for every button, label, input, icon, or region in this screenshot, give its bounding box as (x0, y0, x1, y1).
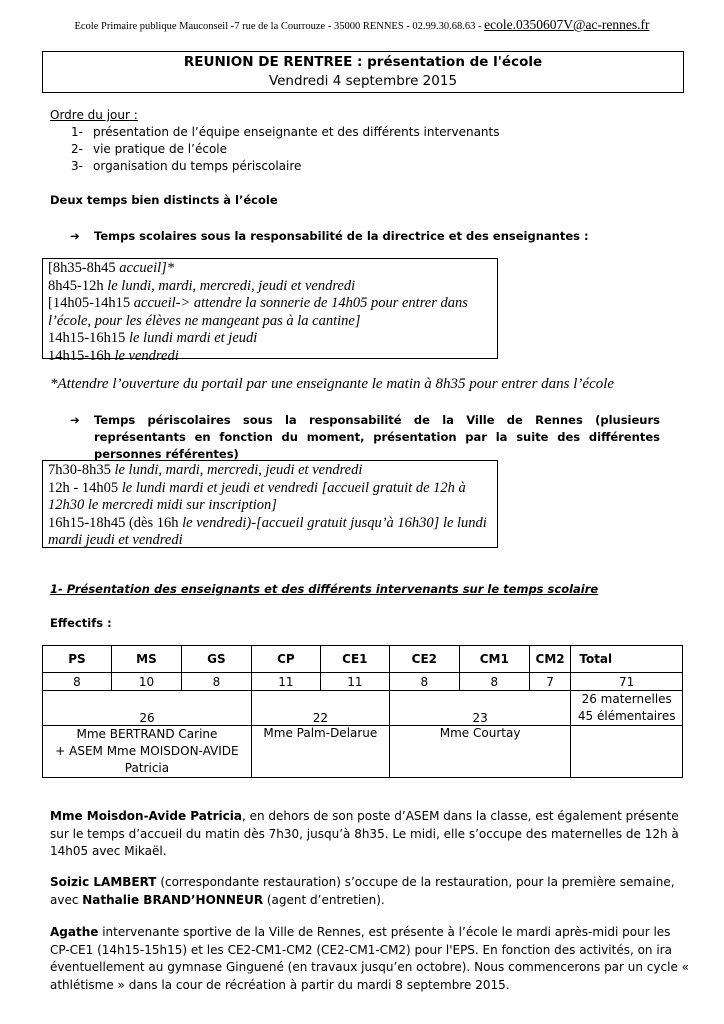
arrow-right-icon: ➔ (70, 413, 80, 427)
table-cell: 11 (320, 673, 389, 691)
table-cell: 8 (389, 673, 459, 691)
schedule-line: 16h15-18h45 (dès 16h le vendredi)-[accueil gratuit jusqu’à 16h30] le lundi mardi jeudi et vendredi (48, 514, 487, 548)
school-header (0, 17, 724, 33)
table-header-cell: GS (181, 646, 251, 673)
scolaire-note: *Attendre l’ouverture du portail par une enseignante le matin à 8h35 pour entrer dans l’école (50, 376, 615, 392)
effectifs-label: Effectifs : (50, 616, 112, 630)
table-cell: 8 (181, 673, 251, 691)
table-cell: 8 (43, 673, 112, 691)
table-cell: 11 (251, 673, 320, 691)
agenda-list (50, 124, 500, 175)
table-header-cell: CP (251, 646, 320, 673)
table-cell: 23 (389, 691, 571, 726)
table-cell: 71 (571, 673, 683, 691)
table-cell: 22 (251, 691, 389, 726)
paragraph-restauration: Soizic LAMBERT (correspondante restauration) s’occupe de la restauration, pour la première semaine, avec Nathalie BRAND’HONNEUR (agent d’entretien). (50, 875, 675, 907)
table-header-cell: CM1 (459, 646, 529, 673)
title-line2: Vendredi 4 septembre 2015 (268, 73, 458, 89)
school-address: Ecole Primaire publique Mauconseil -7 rue de la Courrouze - 35000 RENNES - 02.99.30.68.63 - (74, 21, 485, 32)
section1-heading: 1- Présentation des enseignants et des différents intervenants sur le temps scolaire (50, 582, 599, 596)
table-cell-total-split: 26 maternelles 45 élémentaires (571, 691, 683, 726)
agenda-heading: Ordre du jour : (50, 108, 138, 122)
table-header-cell: MS (111, 646, 181, 673)
agenda (50, 107, 500, 175)
scolaire-heading-line (70, 228, 589, 245)
periscolaire-heading-line (70, 412, 660, 463)
table-row-teachers (43, 726, 683, 778)
agenda-item: 3- organisation du temps périscolaire (71, 159, 302, 173)
paragraph-asem: Mme Moisdon-Avide Patricia, en dehors de son poste d’ASEM dans la classe, est également présente sur le temps d’accueil du matin dès 7h30, jusqu’à 8h35. Le midi, elle s’occupe des maternelles de 12h à 14h05 avec Mikaël. (50, 809, 679, 858)
schedule-line: [8h35-8h45 accueil]* (48, 260, 175, 276)
schedule-line: 8h45-12h le lundi, mardi, mercredi, jeudi et vendredi (48, 277, 356, 294)
table-header-cell: CE1 (320, 646, 389, 673)
table-cell: 26 (43, 691, 252, 726)
table-header-cell: PS (43, 646, 112, 673)
schedule-line: 12h - 14h05 le lundi mardi et jeudi et vendredi [accueil gratuit de 12h à 12h30 le mercredi midi sur inscription] (48, 479, 466, 513)
title-line1: REUNION DE RENTREE : présentation de l'école (183, 54, 543, 70)
table-cell-teacher: Mme BERTRAND Carine + ASEM Mme MOISDON-AVIDE Patricia (43, 726, 252, 778)
table-header-row (43, 646, 683, 673)
agenda-item: 2- vie pratique de l’école (71, 142, 227, 156)
table-cell: 7 (529, 673, 571, 691)
scolaire-heading: Temps scolaires sous la responsabilité de la directrice et des enseignantes : (94, 229, 589, 243)
schedule-line: 14h15-16h15 le lundi mardi et jeudi (48, 330, 258, 346)
agenda-item: 1- présentation de l’équipe enseignante et des différents intervenants (71, 125, 500, 139)
table-header-cell: Total (571, 646, 683, 673)
periscolaire-heading: Temps périscolaires sous la responsabilité de la Ville de Rennes (plusieurs représentants en fonction du moment, présentation par la suite des différentes personnes référentes) (94, 413, 660, 461)
table-cell-teacher: Mme Courtay (389, 726, 571, 778)
table-cell: 8 (459, 673, 529, 691)
table-row-groups (43, 691, 683, 726)
scolaire-schedule-box (42, 258, 498, 364)
schedule-line: [14h05-14h15 accueil-> attendre la sonnerie de 14h05 pour entrer dans l’école, pour les élèves ne mangeant pas à la cantine] (48, 295, 468, 329)
table-row-counts (43, 673, 683, 691)
title-box (42, 51, 684, 93)
school-email-link[interactable]: ecole.0350607V@ac-rennes.fr (484, 17, 650, 32)
table-cell (571, 726, 683, 778)
table-header-cell: CM2 (529, 646, 571, 673)
schedule-line: 7h30-8h35 le lundi, mardi, mercredi, jeudi et vendredi (48, 462, 363, 478)
table-header-cell: CE2 (389, 646, 459, 673)
paragraph-sport: Agathe intervenante sportive de la Ville de Rennes, est présente à l’école le mardi après-midi pour les CP-CE1 (14h15-15h15) et les CE2-CM1-CM2 (CE2-CM1-CM2) pour l'EPS. En fonction des activités, on ira éventuellement au gymnase Ginguené (en travaux jusqu’en octobre). Nous commencerons par un cycle « athlétisme » dans la cour de récréation à partir du mardi 8 septembre 2015. (50, 925, 689, 992)
deux-temps-heading: Deux temps bien distincts à l’école (50, 193, 278, 207)
periscolaire-schedule-box (42, 460, 498, 548)
arrow-right-icon: ➔ (70, 229, 80, 243)
table-cell-teacher: Mme Palm-Delarue (251, 726, 389, 778)
table-cell: 10 (111, 673, 181, 691)
effectifs-table (42, 645, 683, 778)
schedule-line: 14h15-16h le vendredi (48, 347, 179, 364)
